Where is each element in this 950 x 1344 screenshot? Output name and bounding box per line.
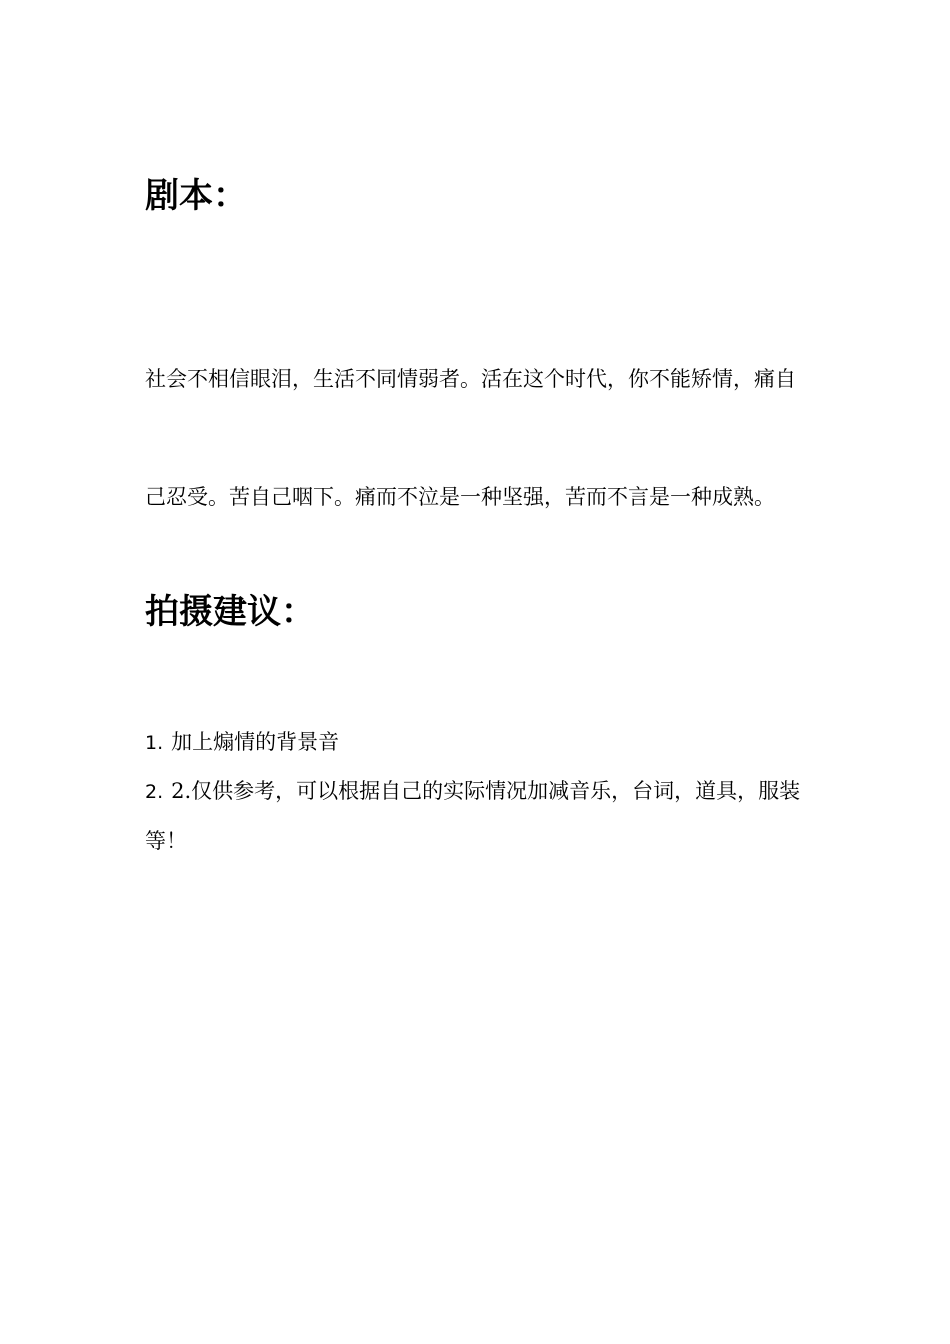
- tip-text-2: 2.仅供参考，可以根据自己的实际情况加减音乐，台词，道具，服装: [171, 779, 801, 803]
- tip-number-1: 1.: [145, 732, 164, 754]
- script-line-1: 社会不相信眼泪，生活不同情弱者。活在这个时代，你不能矫情，痛自: [145, 367, 796, 391]
- tip-text-1: 加上煽情的背景音: [171, 730, 340, 754]
- tip-item-2-continuation: 等！: [145, 829, 187, 853]
- tip-number-2: 2.: [145, 781, 164, 803]
- script-heading: 剧本：: [145, 176, 247, 216]
- tip-item-1: [145, 728, 339, 757]
- tips-heading: 拍摄建议：: [145, 592, 315, 632]
- tip-item-2: [145, 777, 800, 806]
- script-line-2: 己忍受。苦自己咽下。痛而不泣是一种坚强，苦而不言是一种成熟。: [145, 485, 775, 509]
